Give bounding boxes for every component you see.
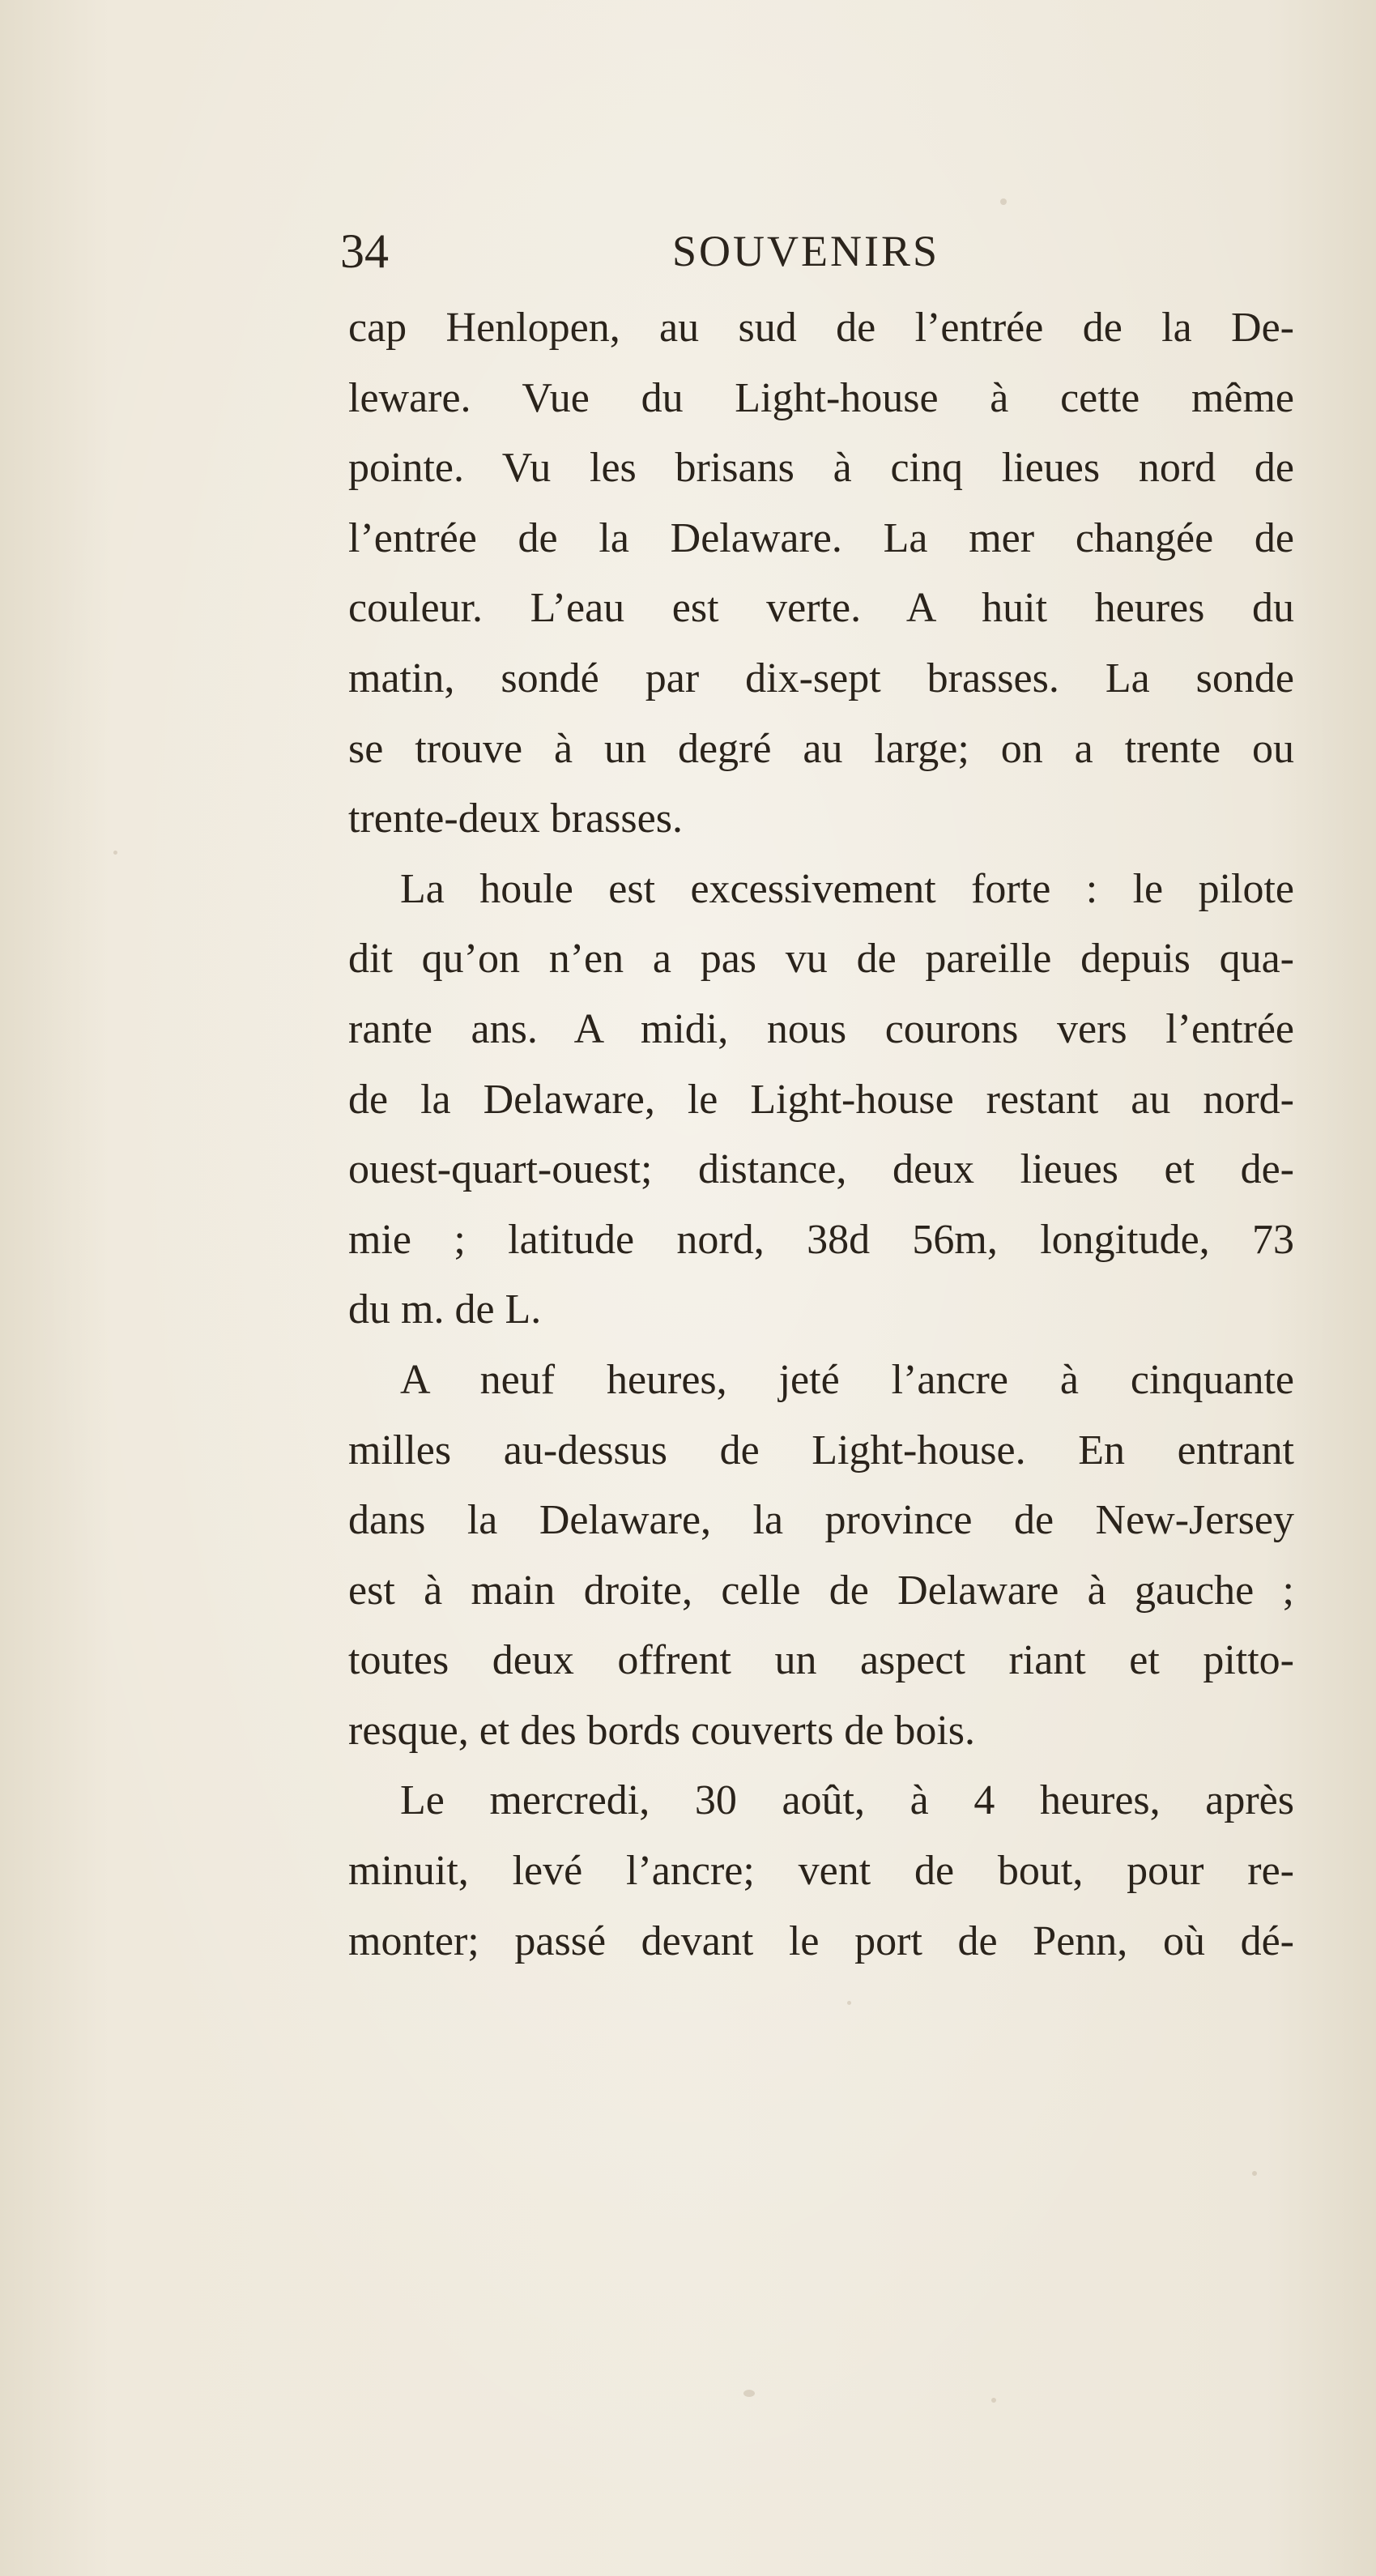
text-line: resque, et des bords couverts de bois. bbox=[348, 1707, 976, 1754]
paper-spot bbox=[113, 851, 117, 855]
text-line: dans la Delaware, la province de New-Jersey bbox=[348, 1497, 1294, 1544]
text-line: minuit, levé l’ancre; vent de bout, pour re- bbox=[348, 1848, 1294, 1895]
text-line: rante ans. A midi, nous courons vers l’entrée bbox=[348, 1005, 1294, 1052]
text-line: La houle est excessivement forte : le pilote bbox=[400, 865, 1294, 912]
paper-spot bbox=[991, 2398, 996, 2403]
text-line: se trouve à un degré au large; on a trente ou bbox=[348, 725, 1294, 772]
running-head: SOUVENIRS bbox=[672, 227, 940, 275]
text-line: de la Delaware, le Light-house restant au nord- bbox=[348, 1076, 1294, 1123]
body-text bbox=[348, 293, 1294, 1977]
text-line: dit qu’on n’en a pas vu de pareille depuis qua- bbox=[348, 936, 1294, 983]
text-line: du m. de L. bbox=[348, 1286, 542, 1333]
text-line: est à main droite, celle de Delaware à gauche ; bbox=[348, 1567, 1294, 1614]
text-line: couleur. L’eau est verte. A huit heures du bbox=[348, 585, 1294, 632]
paper-spot bbox=[847, 2001, 851, 2005]
text-line: trente-deux brasses. bbox=[348, 795, 683, 842]
text-line: matin, sondé par dix-sept brasses. La sonde bbox=[348, 655, 1294, 702]
text-line: A neuf heures, jeté l’ancre à cinquante bbox=[400, 1356, 1294, 1403]
text-line: mie ; latitude nord, 38d 56m, longitude, 73 bbox=[348, 1216, 1294, 1263]
text-line: ouest-quart-ouest; distance, deux lieues et de- bbox=[348, 1146, 1294, 1193]
text-line: toutes deux offrent un aspect riant et pitto- bbox=[348, 1637, 1294, 1684]
text-line: milles au-dessus de Light-house. En entrant bbox=[348, 1427, 1294, 1474]
text-line: pointe. Vu les brisans à cinq lieues nord de bbox=[348, 445, 1294, 492]
paper-spot bbox=[1252, 2171, 1257, 2176]
paper-spot bbox=[1000, 198, 1007, 205]
paper-spot bbox=[743, 2390, 755, 2397]
text-line: monter; passé devant le port de Penn, où dé- bbox=[348, 1917, 1294, 1964]
page-header bbox=[340, 219, 1296, 284]
text-line: Le mercredi, 30 août, à 4 heures, après bbox=[400, 1777, 1294, 1824]
text-line: leware. Vue du Light-house à cette même bbox=[348, 374, 1294, 421]
page-number: 34 bbox=[340, 224, 389, 278]
text-line: cap Henlopen, au sud de l’entrée de la De- bbox=[348, 305, 1294, 351]
text-line: l’entrée de la Delaware. La mer changée de bbox=[348, 514, 1294, 561]
